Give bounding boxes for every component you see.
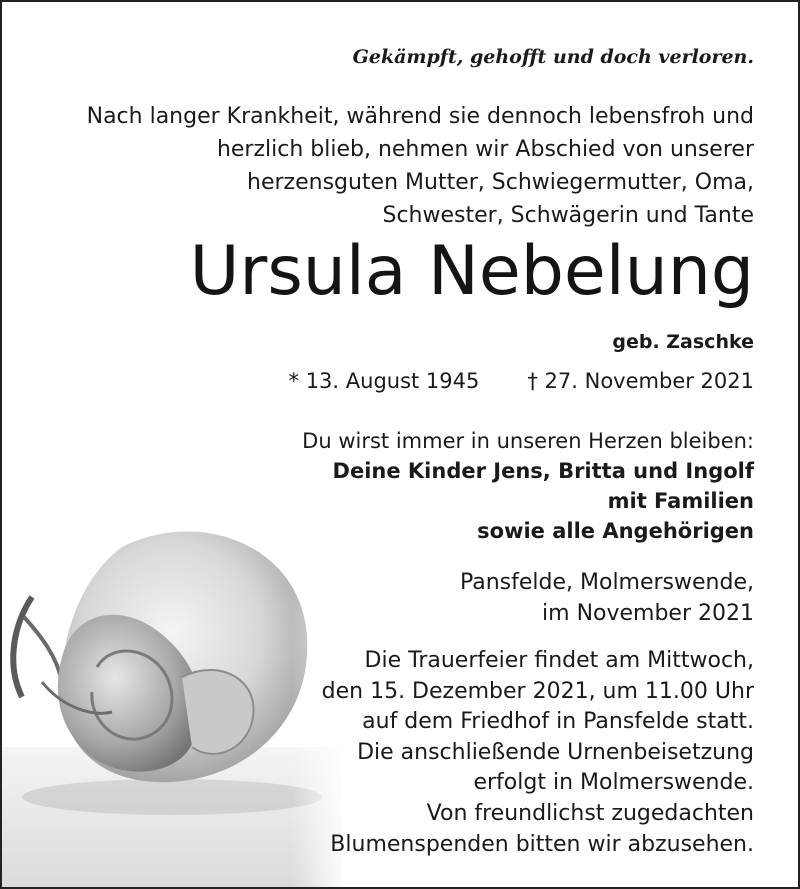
intro-line: herzlich blieb, nehmen wir Abschied von unserer — [216, 137, 754, 162]
remembrance-block — [302, 426, 754, 546]
rose-image — [2, 507, 342, 887]
intro-text — [87, 100, 754, 232]
motto: Gekämpft, gehofft und doch verloren. — [352, 46, 754, 68]
intro-line: Nach langer Krankheit, während sie dennoch lebensfroh und — [86, 104, 754, 129]
funeral-line: erfolgt in Molmerswende. — [473, 770, 754, 796]
funeral-line: Die Trauerfeier findet am Mittwoch, — [364, 648, 754, 673]
funeral-line: Blumenspenden bitten wir abzusehen. — [330, 831, 754, 857]
birth-date: * 13. August 1945 — [288, 369, 480, 393]
signer-line: mit Familien — [607, 489, 754, 513]
intro-line: herzensguten Mutter, Schwiegermutter, Oma, — [247, 170, 754, 195]
funeral-line: Von freundlichst zugedachten — [426, 800, 754, 826]
funeral-line: Die anschließende Urnenbeisetzung — [357, 739, 754, 765]
life-dates — [289, 369, 754, 393]
place-line: Pansfelde, Molmerswende, — [459, 570, 754, 595]
place-date — [460, 567, 754, 629]
signer-line: sowie alle Angehörigen — [477, 519, 754, 543]
deceased-name: Ursula Nebelung — [189, 232, 754, 311]
death-date: † 27. November 2021 — [527, 369, 754, 393]
funeral-info — [322, 646, 754, 860]
signer-line: Deine Kinder Jens, Britta und Ingolf — [332, 459, 754, 483]
birth-name: geb. Zaschke — [612, 331, 754, 353]
funeral-line: auf dem Friedhof in Pansfelde statt. — [362, 709, 754, 735]
remembrance-line: Du wirst immer in unseren Herzen bleiben: — [302, 429, 754, 453]
intro-line: Schwester, Schwägerin und Tante — [382, 203, 754, 228]
date-line: im November 2021 — [542, 601, 754, 626]
funeral-line: den 15. Dezember 2021, um 11.00 Uhr — [321, 678, 754, 704]
